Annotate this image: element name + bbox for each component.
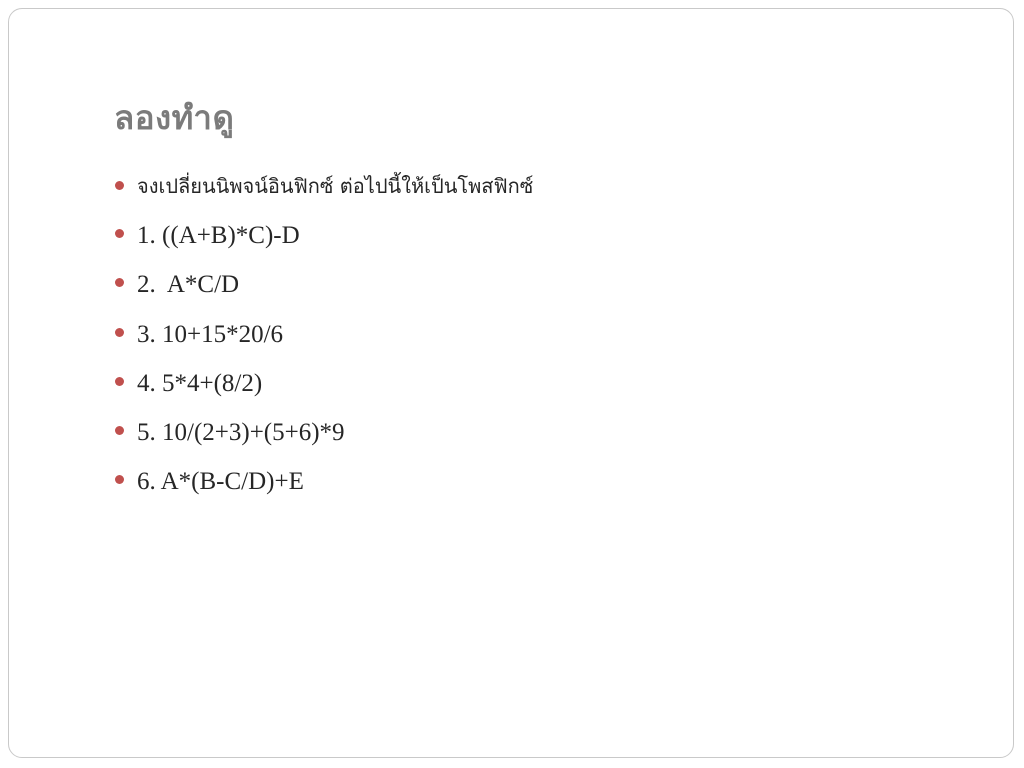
bullet-dot-icon — [115, 220, 137, 238]
list-item — [115, 172, 935, 202]
bullet-list — [115, 172, 935, 516]
list-item — [115, 269, 935, 300]
list-item-text: 1. ((A+B)*C)-D — [137, 222, 300, 249]
list-item-text: 2. A*C/D — [137, 271, 240, 299]
bullet-dot-icon — [115, 172, 137, 190]
list-item — [115, 319, 935, 350]
list-item — [115, 220, 935, 251]
bullet-dot-icon — [115, 319, 137, 337]
list-item-text: จงเปลี่ยนนิพจน์อินฟิกซ์ ต่อไปนี้ให้เป็นโพสฟิกซ์ — [137, 174, 534, 198]
list-item-text: 4. 5*4+(8/2) — [137, 369, 263, 397]
list-item — [115, 417, 935, 448]
list-item — [115, 368, 935, 399]
list-item-text: 5. 10/(2+3)+(5+6)*9 — [137, 419, 345, 446]
list-item-text: 6. A*(B-C/D)+E — [137, 468, 304, 496]
bullet-dot-icon — [115, 466, 137, 484]
list-item-text: 3. 10+15*20/6 — [137, 320, 284, 348]
bullet-dot-icon — [115, 269, 137, 287]
bullet-dot-icon — [115, 368, 137, 386]
slide-canvas — [8, 8, 1014, 758]
list-item — [115, 466, 935, 497]
bullet-dot-icon — [115, 417, 137, 435]
page-title: ลองทำดู — [114, 98, 235, 137]
